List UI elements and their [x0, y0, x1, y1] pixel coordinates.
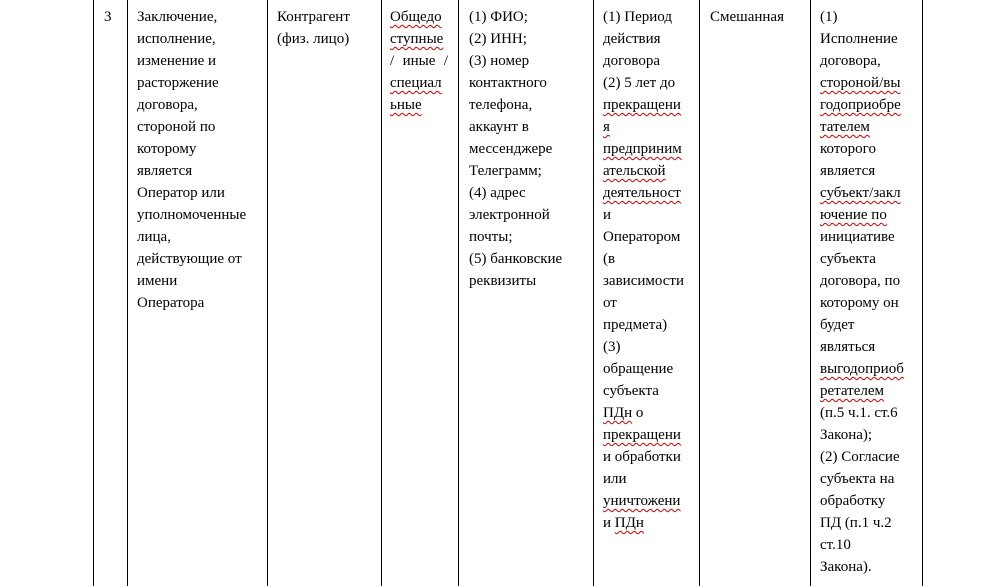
- text-line: которому: [137, 141, 197, 157]
- text-line: договора: [603, 53, 661, 69]
- text-line: Оператором: [603, 229, 681, 245]
- text-line: изменение и: [137, 53, 217, 69]
- text-line: почты;: [469, 229, 513, 245]
- text-line: расторжение: [137, 75, 219, 91]
- text-line: субъект/закл: [820, 185, 901, 201]
- text-line: тателем: [820, 119, 870, 135]
- text-line: от: [603, 295, 617, 311]
- text-line: (1): [820, 9, 838, 25]
- table-border: [810, 0, 811, 586]
- text-line: (2) 5 лет до: [603, 75, 676, 91]
- text-line: аккаунт в: [469, 119, 529, 135]
- text-line: годоприобре: [820, 97, 901, 113]
- cell-processing-method: [710, 6, 808, 28]
- text-line: контактного: [469, 75, 547, 91]
- text-line: предмета): [603, 317, 668, 333]
- text-line: субъекта: [820, 251, 876, 267]
- text-line: субъекта на: [820, 471, 895, 487]
- text-line: договора,: [137, 97, 198, 113]
- text-line: уничтожени: [603, 493, 681, 509]
- text-line: зависимости: [603, 273, 684, 289]
- text-line: и обработки: [603, 449, 681, 465]
- text-line: действия: [603, 31, 661, 47]
- text-line: исполнение,: [137, 31, 216, 47]
- text-line: обращение: [603, 361, 674, 377]
- row-number: 3: [104, 9, 112, 25]
- text-line: лица,: [137, 229, 171, 245]
- text-line: предприним: [603, 141, 682, 157]
- text-line: ст.10: [820, 537, 851, 553]
- text-line: (п.5 ч.1. ст.6: [820, 405, 898, 421]
- text-line: (3) номер: [469, 53, 530, 69]
- table-border: [922, 0, 923, 586]
- processing-method: Смешанная: [710, 9, 784, 25]
- text-line: договора, по: [820, 273, 901, 289]
- text-line: уполномоченные: [137, 207, 247, 223]
- cell-personal-data-list: [469, 6, 591, 292]
- table-border: [699, 0, 700, 586]
- cell-purpose: [137, 6, 265, 314]
- cell-legal-basis: [820, 6, 920, 578]
- text-line: ючение по: [820, 207, 887, 223]
- text-line: (2) Согласие: [820, 449, 900, 465]
- text-line: (1) Период: [603, 9, 672, 25]
- text-line: стороной/вы: [820, 75, 901, 91]
- text-line: ательской: [603, 163, 666, 179]
- text-line: будет: [820, 317, 855, 333]
- text-line: (5) банковские: [469, 251, 563, 267]
- text-line: является: [137, 163, 193, 179]
- text-line: являться: [820, 339, 876, 355]
- table-border: [593, 0, 594, 586]
- text-line: Контрагент: [277, 9, 350, 25]
- text-line: имени: [137, 273, 178, 289]
- text-line: выгодоприоб: [820, 361, 904, 377]
- text-line: деятельност: [603, 185, 681, 201]
- text-line: я: [603, 119, 610, 135]
- text-line: (3): [603, 339, 621, 355]
- text-line: Оператора: [137, 295, 205, 311]
- text-line: (2) ИНН;: [469, 31, 527, 47]
- text-line: телефона,: [469, 97, 533, 113]
- text-line: / иные /: [390, 53, 448, 69]
- cell-subject-category: [277, 6, 379, 50]
- text-line: Общедо: [390, 9, 442, 25]
- text-line: реквизиты: [469, 273, 537, 289]
- text-line: которого: [820, 141, 876, 157]
- text-line: ПД (п.1 ч.2: [820, 515, 892, 531]
- text-line: Оператор или: [137, 185, 225, 201]
- text-line: (1) ФИО;: [469, 9, 528, 25]
- text-line: ретателем: [820, 383, 885, 399]
- text-line: ступные: [390, 31, 444, 47]
- text-line: Заключение,: [137, 9, 218, 25]
- text-line: (в: [603, 251, 616, 267]
- cell-row-number: [104, 6, 124, 28]
- table-border: [458, 0, 459, 586]
- table-border: [267, 0, 268, 586]
- text-line: Закона);: [820, 427, 873, 443]
- text-line: прекращени: [603, 97, 681, 113]
- text-line: ьные: [390, 97, 422, 113]
- text-line: обработку: [820, 493, 886, 509]
- table-border: [93, 0, 94, 586]
- text-line: электронной: [469, 207, 550, 223]
- text-line: или: [603, 471, 627, 487]
- text-line: которому он: [820, 295, 899, 311]
- cell-data-category: [390, 6, 448, 116]
- text-line: Телеграмм;: [469, 163, 542, 179]
- text-line: специал: [390, 75, 442, 91]
- text-line: действующие от: [137, 251, 242, 267]
- text-line: договора,: [820, 53, 881, 69]
- text-line: и ПДн: [603, 515, 644, 531]
- text-line: (4) адрес: [469, 185, 526, 201]
- text-line: прекращени: [603, 427, 681, 443]
- text-line: субъекта: [603, 383, 659, 399]
- text-line: ПДн о: [603, 405, 644, 421]
- text-line: Исполнение: [820, 31, 898, 47]
- cell-processing-term: [603, 6, 697, 534]
- text-line: мессенджере: [469, 141, 553, 157]
- text-line: Закона).: [820, 559, 872, 575]
- text-line: является: [820, 163, 876, 179]
- text-line: и: [603, 207, 612, 223]
- text-line: (физ. лицо): [277, 31, 350, 47]
- table-border: [127, 0, 128, 586]
- text-line: стороной по: [137, 119, 216, 135]
- text-line: инициативе: [820, 229, 895, 245]
- table-border: [381, 0, 382, 586]
